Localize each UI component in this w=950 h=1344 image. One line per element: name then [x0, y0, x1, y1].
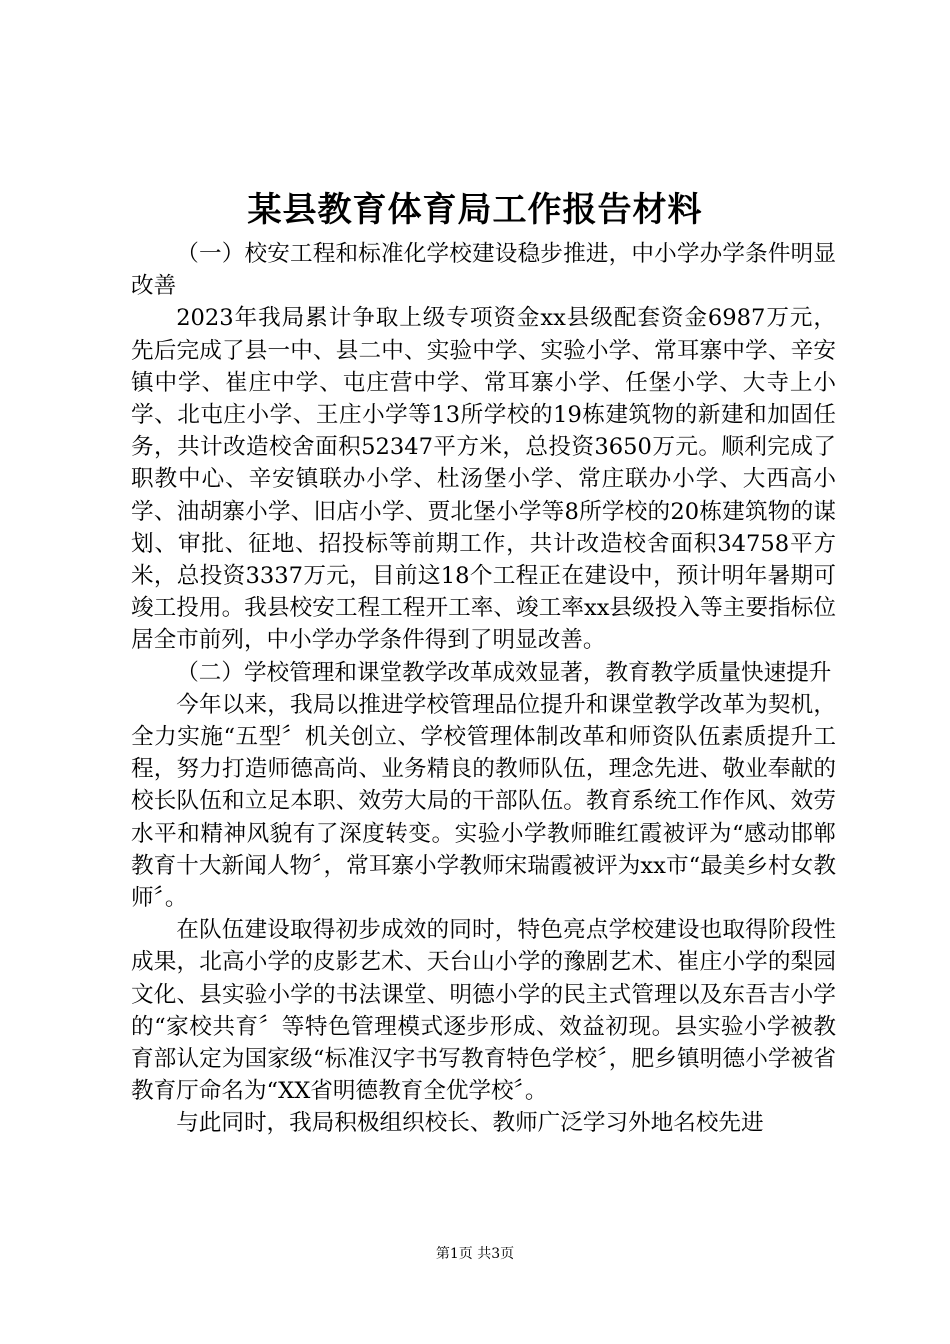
document-body — [131, 238, 836, 1140]
body-paragraph-1: 2023年我局累计争取上级专项资金xx县级配套资金6987万元，先后完成了县一中、县二中、实验中学、实验小学、常耳寨中学、辛安镇中学、崔庄中学、屯庄营中学、常耳寨小学、任堡小学、大寺上小学、北屯庄小学、王庄小学等13所学校的19栋建筑物的新建和加固任务，共计改造校舍面积52347平方米，总投资3650万元。顺利完成了职教中心、辛安镇联办小学、杜汤堡小学、常庄联办小学、大西高小学、油胡寨小学、旧店小学、贾北堡小学等8所学校的20栋建筑物的谋划、审批、征地、招投标等前期工作，共计改造校舍面积34758平方米，总投资3337万元，目前这18个工程正在建设中，预计明年暑期可竣工投用。我县校安工程工程开工率、竣工率xx县级投入等主要指标位居全市前列，中小学办学条件得到了明显改善。 — [131, 305, 836, 654]
section-heading-1: （一）校安工程和标准化学校建设稳步推进，中小学办学条件明显改善 — [131, 241, 836, 300]
document-title: 某县教育体育局工作报告材料 — [247, 190, 703, 230]
section-heading-2: （二）学校管理和课堂教学改革成效显著，教育教学质量快速提升 — [176, 659, 832, 686]
body-paragraph-3: 在队伍建设取得初步成效的同时，特色亮点学校建设也取得阶段性成果，北高小学的皮影艺术、天台山小学的豫剧艺术、崔庄小学的梨园文化、县实验小学的书法课堂、明德小学的民主式管理以及东吾吉小学的“家校共育〞等特色管理模式逐步形成、效益初现。县实验小学被教育部认定为国家级“标准汉字书写教育特色学校〞，肥乡镇明德小学被省教育厅命名为“XX省明德教育全优学校〞。 — [131, 917, 836, 1105]
body-paragraph-4: 与此同时，我局积极组织校长、教师广泛学习外地名校先进 — [176, 1110, 764, 1137]
body-paragraph-2: 今年以来，我局以推进学校管理品位提升和课堂教学改革为契机，全力实施“五型〞机关创立、学校管理体制改革和师资队伍素质提升工程，努力打造师德高尚、业务精良的教师队伍，理念先进、敬业奉献的校长队伍和立足本职、效劳大局的干部队伍。教育系统工作作风、效劳水平和精神风貌有了深度转变。实验小学教师睢红霞被评为“感动邯郸教育十大新闻人物〞，常耳寨小学教师宋瑞霞被评为xx市“最美乡村女教师〞。 — [131, 691, 836, 912]
page-footer: 第1页 共3页 — [435, 1246, 515, 1262]
